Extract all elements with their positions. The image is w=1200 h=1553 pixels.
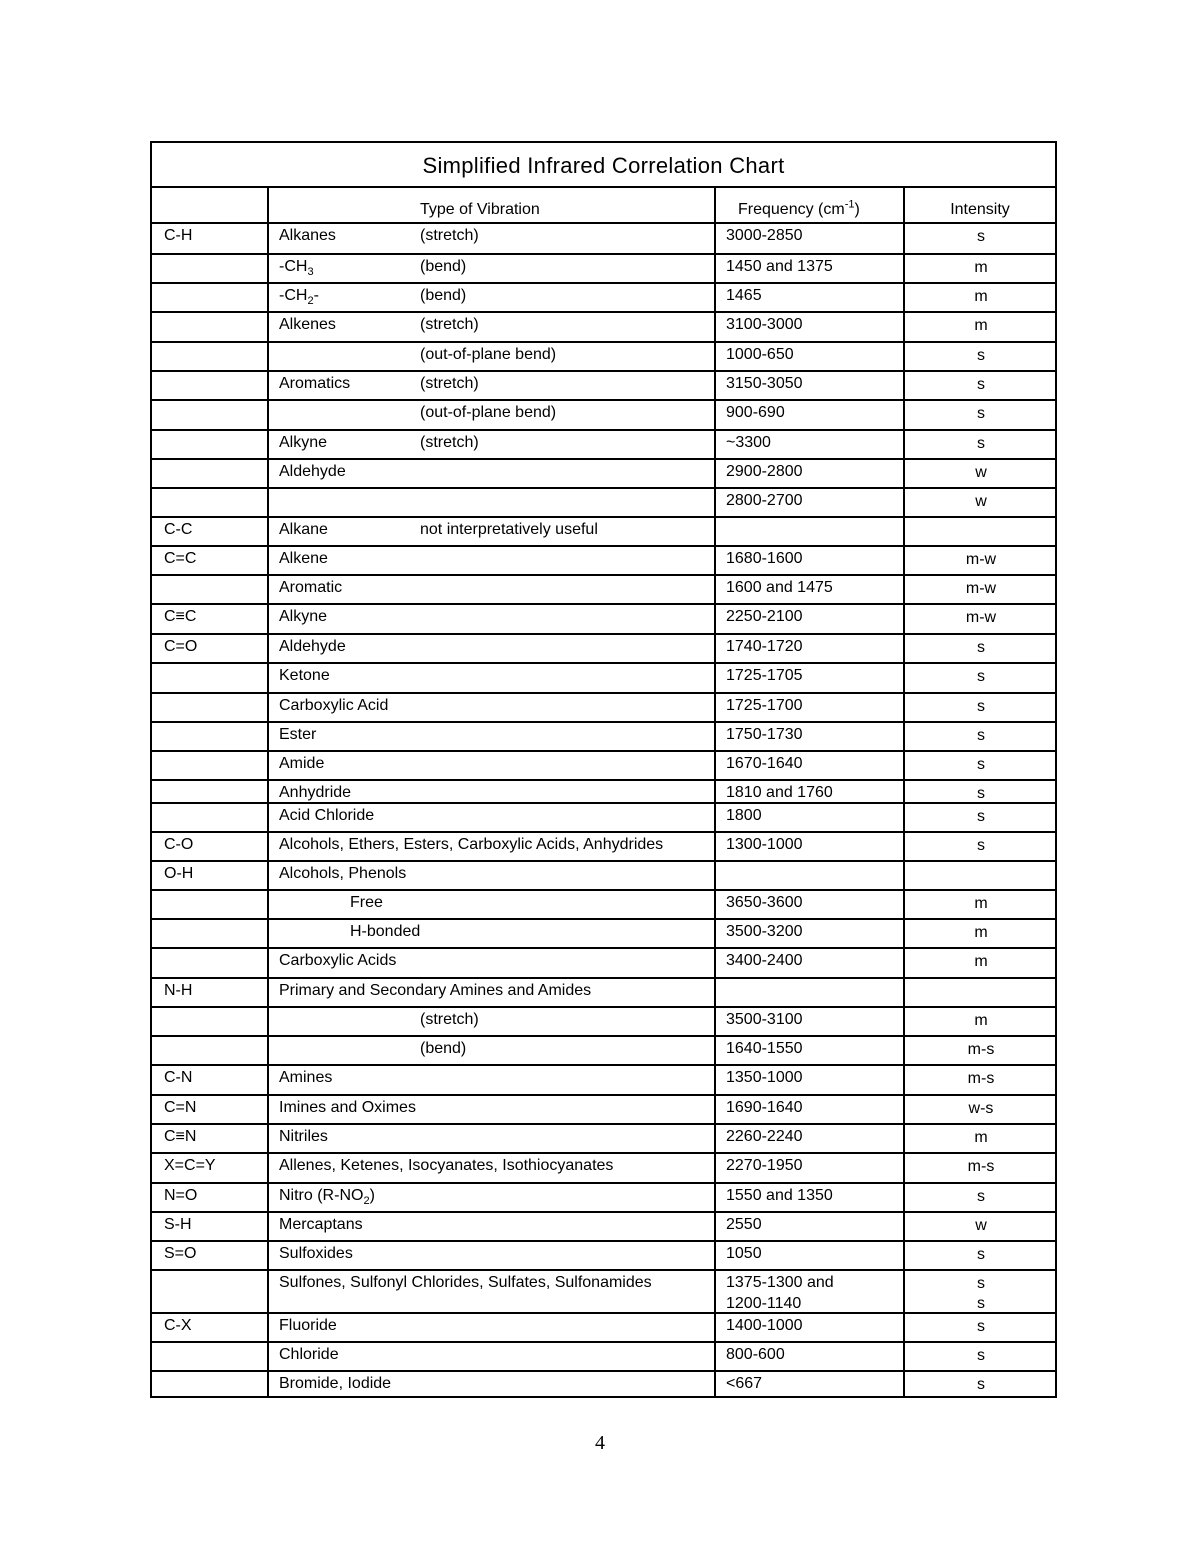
vibration-mode-cell: not interpretatively useful [420, 521, 598, 538]
column-divider [267, 187, 269, 1398]
vibration-type-cell [279, 1128, 328, 1146]
vibration-subtype-cell: H-bonded [350, 923, 421, 940]
vibration-type-text: Acid Chloride [279, 807, 375, 824]
vibration-type-cell [279, 1245, 353, 1263]
row-divider [152, 370, 1055, 372]
frequency-cell: 1750-1730 [726, 726, 803, 743]
bond-cell: X=C=Y [164, 1157, 216, 1174]
intensity-cell: s [977, 756, 985, 773]
row-divider [152, 662, 1055, 664]
row-divider [152, 516, 1055, 518]
row-divider [152, 1211, 1055, 1213]
vibration-type-text: Bromide, Iodide [279, 1375, 392, 1392]
row-divider [152, 721, 1055, 723]
row-divider [152, 947, 1055, 949]
frequency-cell: 1600 and 1475 [726, 579, 833, 596]
bond-cell: C-O [164, 836, 194, 853]
vibration-mode-cell: (stretch) [420, 434, 479, 451]
frequency-cell: 800-600 [726, 1346, 785, 1363]
intensity-cell: w [975, 493, 987, 510]
frequency-cell: 2250-2100 [726, 608, 803, 625]
row-divider [152, 311, 1055, 313]
frequency-cell: 1725-1700 [726, 697, 803, 714]
vibration-type-text: Carboxylic Acid [279, 697, 389, 714]
row-divider [152, 1035, 1055, 1037]
intensity-cell: m [974, 317, 988, 334]
frequency-cell: 3150-3050 [726, 375, 803, 392]
intensity-cell: s [977, 347, 985, 364]
vibration-mode-cell: (bend) [420, 287, 467, 304]
intensity-cell: m [974, 288, 988, 305]
vibration-type-text: Alkyne [279, 608, 328, 625]
row-divider [152, 545, 1055, 547]
vibration-type-cell [279, 316, 336, 334]
intensity-cell: s [977, 668, 985, 685]
frequency-cell: 1350-1000 [726, 1069, 803, 1086]
frequency-cell: 1690-1640 [726, 1099, 803, 1116]
row-divider [152, 282, 1055, 284]
subscript: 3 [307, 266, 314, 279]
intensity-cell: m-w [965, 580, 997, 597]
vibration-type-text: Alkanes [279, 227, 336, 244]
frequency-cell: 1300-1000 [726, 836, 803, 853]
vibration-mode-cell: (stretch) [420, 227, 479, 244]
vibration-type-text: -CH [279, 258, 308, 275]
vibration-type-text: Aldehyde [279, 638, 346, 655]
vibration-type-cell [279, 1069, 332, 1087]
intensity-cell: s [977, 1275, 985, 1292]
vibration-type-cell [279, 982, 591, 1000]
bond-cell: C≡N [164, 1128, 197, 1145]
intensity-cell: s [977, 376, 985, 393]
frequency-cell: 1375-1300 and [726, 1274, 834, 1291]
frequency-cell: 2260-2240 [726, 1128, 803, 1145]
row-divider [152, 1370, 1055, 1372]
frequency-cell: 2270-1950 [726, 1157, 803, 1174]
vibration-type-text: Alkene [279, 550, 328, 567]
header-frequency-close: ) [854, 201, 860, 218]
row-divider [152, 889, 1055, 891]
chart-title: Simplified Infrared Correlation Chart [152, 143, 1055, 188]
vibration-type-cell [279, 258, 314, 279]
vibration-type-text: Anhydride [279, 784, 352, 801]
vibration-type-cell [279, 755, 324, 773]
intensity-cell: s [977, 785, 985, 802]
vibration-type-cell [279, 1099, 416, 1117]
bond-cell: C=C [164, 550, 197, 567]
row-divider [152, 1123, 1055, 1125]
intensity-cell: s [977, 837, 985, 854]
frequency-cell-second-line: 1200-1140 [726, 1295, 802, 1312]
intensity-cell: s [977, 1188, 985, 1205]
intensity-cell: m-s [967, 1041, 995, 1058]
vibration-type-text: Chloride [279, 1346, 339, 1363]
frequency-cell: ~3300 [726, 434, 771, 451]
page-number: 4 [595, 1432, 605, 1454]
row-divider [152, 918, 1055, 920]
header-frequency [738, 198, 860, 219]
header-frequency-exponent: -1 [844, 198, 855, 211]
vibration-type-text: Alkyne [279, 434, 328, 451]
frequency-cell: 3000-2850 [726, 227, 803, 244]
frequency-cell: 1725-1705 [726, 667, 803, 684]
row-divider [152, 1094, 1055, 1096]
row-divider [152, 779, 1055, 781]
vibration-mode-cell: (out-of-plane bend) [420, 346, 557, 363]
frequency-cell: 1800 [726, 807, 762, 824]
vibration-type-cell [279, 1346, 339, 1364]
row-divider [152, 860, 1055, 862]
intensity-cell: w-s [968, 1100, 994, 1117]
frequency-cell: 1450 and 1375 [726, 258, 833, 275]
intensity-cell: m-w [965, 609, 997, 626]
intensity-cell: m [974, 1012, 988, 1029]
vibration-mode-cell: (bend) [420, 1040, 467, 1057]
vibration-type-text: Amines [279, 1069, 333, 1086]
vibration-type-cell [279, 807, 374, 825]
intensity-cell: m [974, 259, 988, 276]
intensity-cell: s [977, 435, 985, 452]
intensity-cell: m [974, 924, 988, 941]
frequency-cell: 1640-1550 [726, 1040, 803, 1057]
vibration-type-text: Nitro (R-NO [279, 1187, 364, 1204]
frequency-cell: 3650-3600 [726, 894, 803, 911]
frequency-cell: 2800-2700 [726, 492, 803, 509]
vibration-type-cell [279, 784, 351, 802]
intensity-cell: s [977, 808, 985, 825]
vibration-type-text: Fluoride [279, 1317, 337, 1334]
header-intensity: Intensity [950, 201, 1010, 218]
subscript: 2 [363, 1195, 370, 1208]
row-divider [152, 603, 1055, 605]
frequency-cell: 3500-3200 [726, 923, 803, 940]
bond-cell: C-X [164, 1317, 192, 1334]
header-vibration: Type of Vibration [420, 201, 540, 218]
intensity-cell: s [977, 727, 985, 744]
row-divider [152, 1152, 1055, 1154]
row-divider [152, 1240, 1055, 1242]
frequency-cell: 2900-2800 [726, 463, 803, 480]
vibration-type-text: Alkenes [279, 316, 336, 333]
row-divider [152, 429, 1055, 431]
intensity-cell: m [974, 953, 988, 970]
row-divider [152, 1006, 1055, 1008]
vibration-type-cell [279, 608, 327, 626]
vibration-type-cell [279, 1157, 613, 1175]
vibration-type-cell [279, 550, 328, 568]
intensity-cell: s [977, 1376, 985, 1393]
vibration-type-cell [279, 1274, 652, 1292]
bond-cell: N=O [164, 1187, 198, 1204]
vibration-subtype-cell: Free [350, 894, 383, 911]
frequency-cell: 1680-1600 [726, 550, 803, 567]
row-divider [152, 1182, 1055, 1184]
row-divider [152, 574, 1055, 576]
frequency-cell: 1670-1640 [726, 755, 803, 772]
row-divider [152, 1269, 1055, 1271]
bond-cell: C=O [164, 638, 198, 655]
bond-cell: C≡C [164, 608, 197, 625]
vibration-mode-cell: (stretch) [420, 316, 479, 333]
bond-cell: O-H [164, 865, 194, 882]
vibration-type-tail: ) [369, 1187, 375, 1204]
row-divider [152, 253, 1055, 255]
vibration-type-text: Aromatic [279, 579, 343, 596]
vibration-type-text: Mercaptans [279, 1216, 363, 1233]
bond-cell: C-C [164, 521, 193, 538]
row-divider [152, 458, 1055, 460]
bond-cell: N-H [164, 982, 193, 999]
frequency-cell: 1400-1000 [726, 1317, 803, 1334]
frequency-cell: 1050 [726, 1245, 762, 1262]
frequency-cell: 3400-2400 [726, 952, 803, 969]
vibration-mode-cell: (stretch) [420, 375, 479, 392]
vibration-type-cell [279, 952, 396, 970]
vibration-type-cell [279, 287, 319, 308]
row-divider [152, 692, 1055, 694]
vibration-type-text: Aldehyde [279, 463, 346, 480]
frequency-cell: 3500-3100 [726, 1011, 803, 1028]
row-divider [152, 1341, 1055, 1343]
vibration-type-text: Nitriles [279, 1128, 328, 1145]
frequency-cell: 1740-1720 [726, 638, 803, 655]
intensity-cell: m-s [967, 1158, 995, 1175]
vibration-type-cell [279, 697, 388, 715]
vibration-type-text: Ester [279, 726, 317, 743]
ir-correlation-chart [150, 141, 1057, 1398]
intensity-cell: s [977, 698, 985, 715]
row-divider [152, 399, 1055, 401]
vibration-type-cell [279, 726, 316, 744]
vibration-type-text: Sulfoxides [279, 1245, 353, 1262]
column-divider [714, 187, 716, 1398]
vibration-type-text: Alcohols, Ethers, Esters, Carboxylic Acids, Anhydrides [279, 836, 664, 853]
vibration-mode-cell: (bend) [420, 258, 467, 275]
row-divider [152, 977, 1055, 979]
vibration-mode-cell: (out-of-plane bend) [420, 404, 557, 421]
vibration-type-text: Ketone [279, 667, 330, 684]
bond-cell: C-H [164, 227, 193, 244]
row-divider [152, 633, 1055, 635]
vibration-type-cell [279, 521, 328, 539]
vibration-type-text: Carboxylic Acids [279, 952, 397, 969]
row-divider [152, 1064, 1055, 1066]
header-frequency-label: Frequency (cm [738, 201, 845, 218]
frequency-cell: 1550 and 1350 [726, 1187, 833, 1204]
bond-cell: C=N [164, 1099, 197, 1116]
subscript: 2 [307, 295, 314, 308]
vibration-type-text: Sulfones, Sulfonyl Chlorides, Sulfates, Sulfonamides [279, 1274, 652, 1291]
frequency-cell: 2550 [726, 1216, 762, 1233]
frequency-cell: 1810 and 1760 [726, 784, 833, 801]
vibration-type-text: -CH [279, 287, 308, 304]
intensity-cell: m-s [967, 1070, 995, 1087]
vibration-type-cell [279, 667, 330, 685]
vibration-type-text: Alkane [279, 521, 328, 538]
intensity-cell: s [977, 1347, 985, 1364]
bond-cell: C-N [164, 1069, 193, 1086]
vibration-type-text: Imines and Oximes [279, 1099, 416, 1116]
row-divider [152, 831, 1055, 833]
intensity-cell: s [977, 228, 985, 245]
frequency-cell: 3100-3000 [726, 316, 803, 333]
vibration-type-cell [279, 1187, 375, 1208]
intensity-cell: m-w [965, 551, 997, 568]
vibration-type-cell [279, 836, 663, 854]
intensity-cell-second-line: s [977, 1295, 985, 1312]
vibration-type-cell [279, 375, 350, 393]
vibration-type-cell [279, 227, 336, 245]
vibration-type-tail: - [313, 287, 319, 304]
frequency-cell: 1000-650 [726, 346, 794, 363]
vibration-type-cell [279, 1317, 337, 1335]
vibration-type-cell [279, 638, 346, 656]
intensity-cell: w [975, 464, 987, 481]
bond-cell: S=O [164, 1245, 197, 1262]
vibration-type-text: Allenes, Ketenes, Isocyanates, Isothiocyanates [279, 1157, 614, 1174]
intensity-cell: m [974, 1129, 988, 1146]
vibration-mode-cell: (stretch) [420, 1011, 479, 1028]
intensity-cell: m [974, 895, 988, 912]
vibration-type-text: Amide [279, 755, 325, 772]
intensity-cell: s [977, 405, 985, 422]
bond-cell: S-H [164, 1216, 192, 1233]
intensity-cell: s [977, 1246, 985, 1263]
vibration-type-text: Aromatics [279, 375, 351, 392]
vibration-type-cell [279, 579, 342, 597]
row-divider [152, 750, 1055, 752]
intensity-cell: w [975, 1217, 987, 1234]
vibration-type-cell [279, 1375, 391, 1393]
row-divider [152, 222, 1055, 224]
vibration-type-cell [279, 463, 346, 481]
frequency-cell: <667 [726, 1375, 763, 1392]
vibration-type-cell [279, 1216, 363, 1234]
intensity-cell: s [977, 1318, 985, 1335]
vibration-type-cell [279, 865, 406, 883]
intensity-cell: s [977, 639, 985, 656]
vibration-type-cell [279, 434, 327, 452]
row-divider [152, 487, 1055, 489]
frequency-cell: 1465 [726, 287, 762, 304]
row-divider [152, 341, 1055, 343]
vibration-type-text: Alcohols, Phenols [279, 865, 407, 882]
vibration-type-text: Primary and Secondary Amines and Amides [279, 982, 592, 999]
frequency-cell: 900-690 [726, 404, 785, 421]
